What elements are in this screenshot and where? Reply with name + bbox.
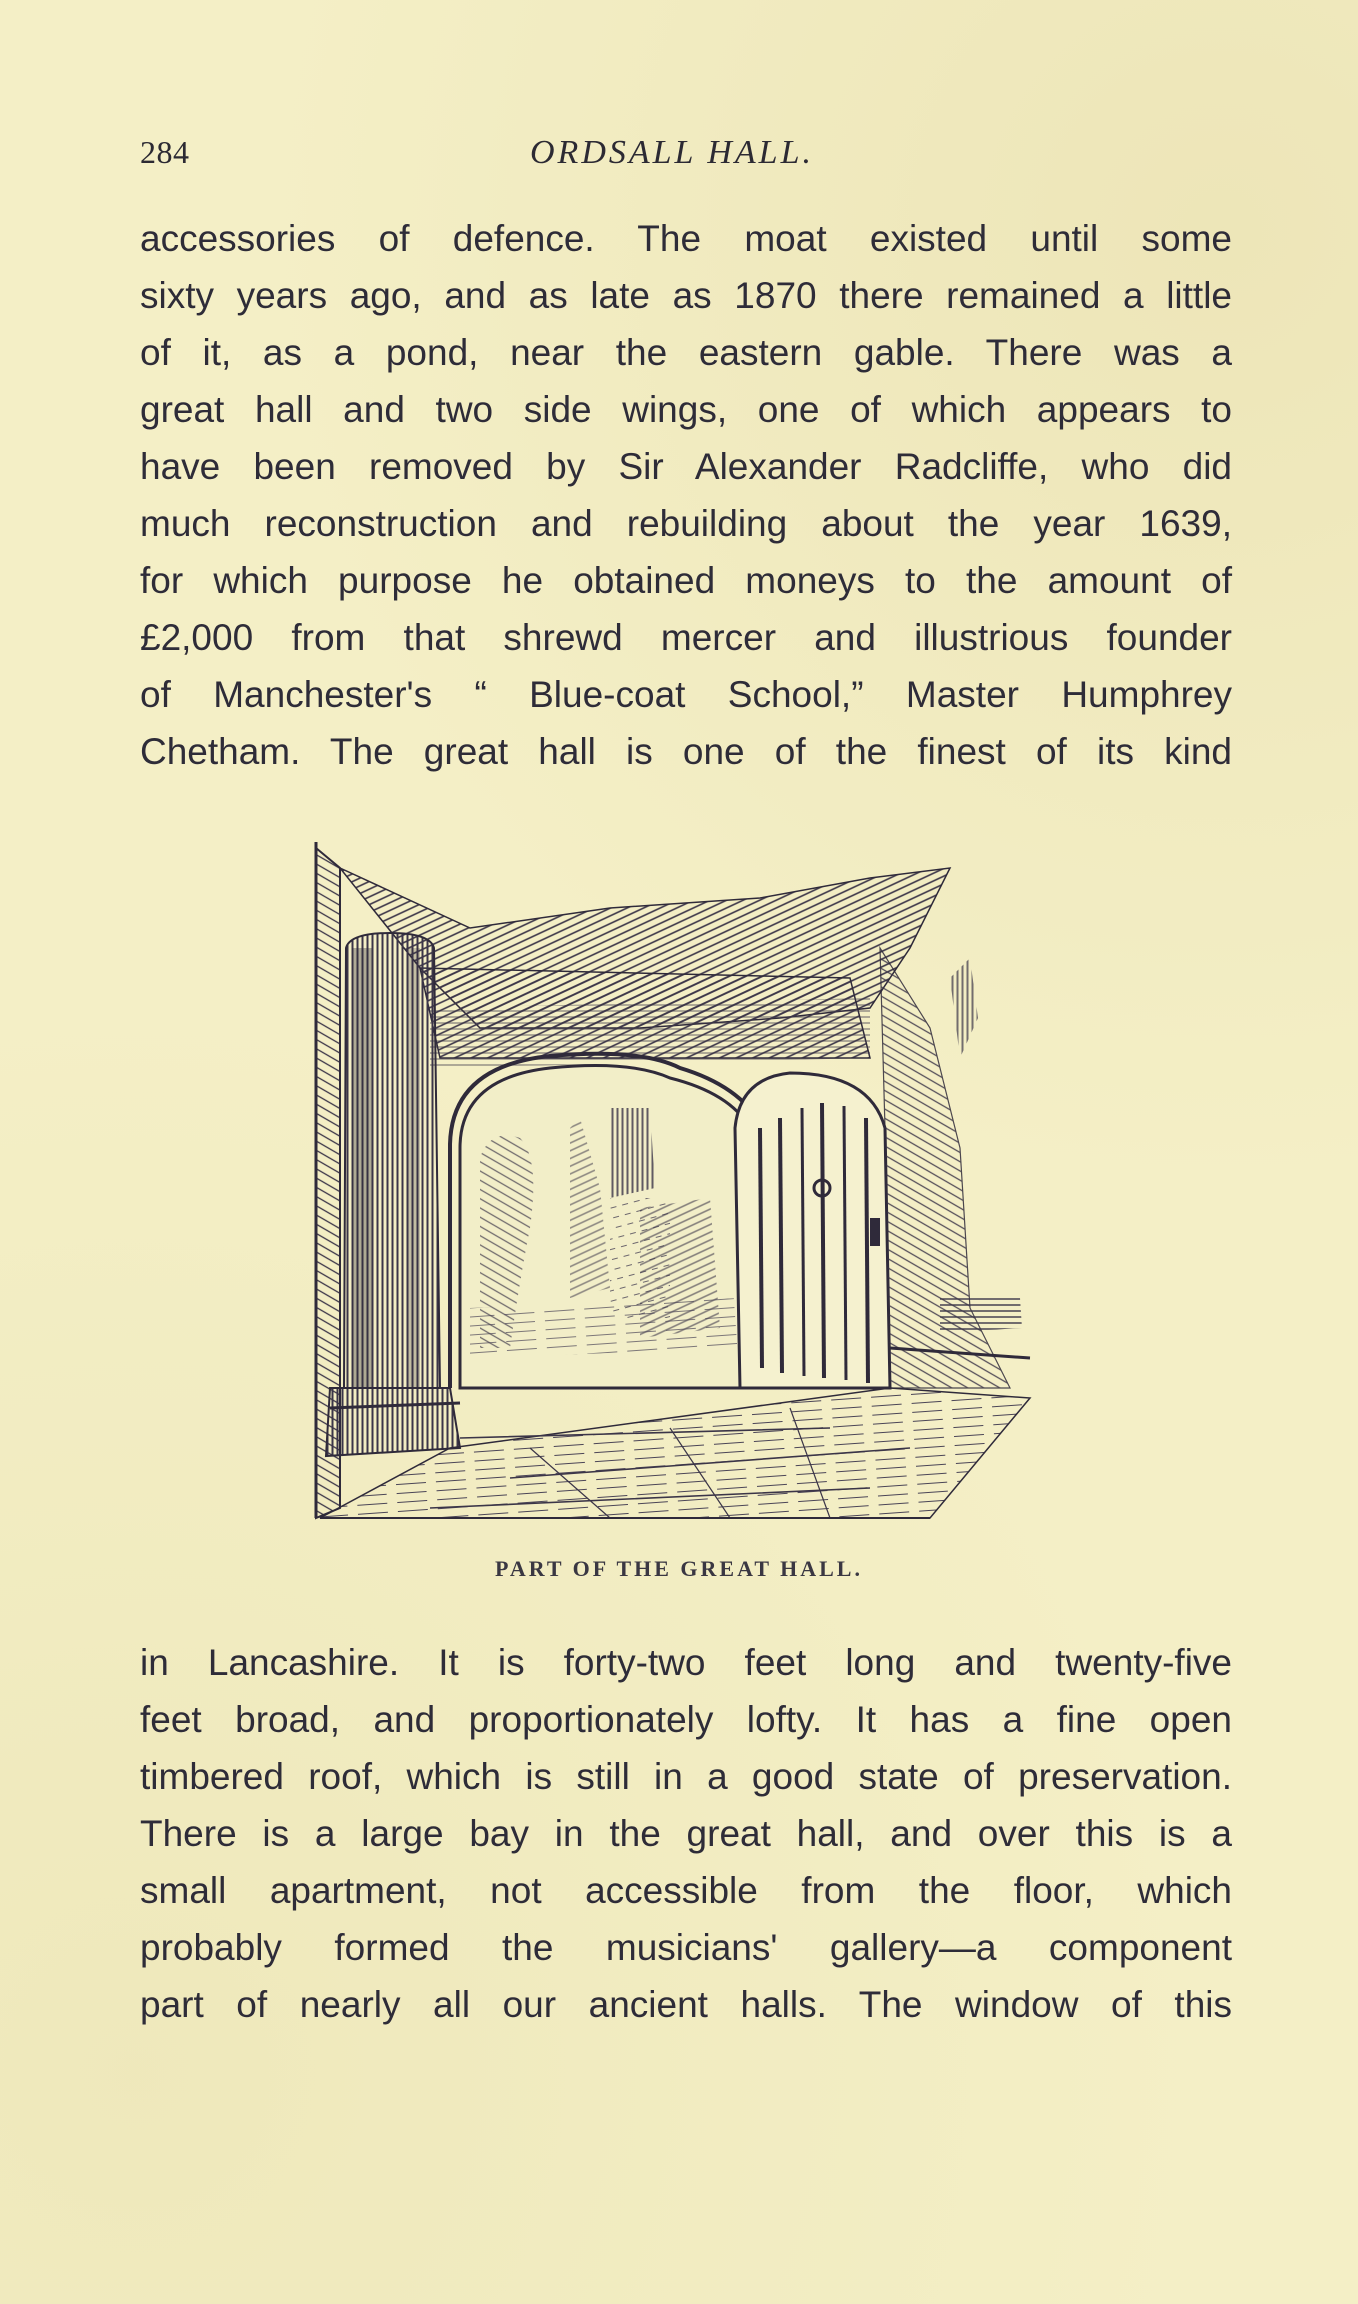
text-line: have been removed by Sir Alexander Radcliffe, who did <box>140 446 1232 487</box>
page-number: 284 <box>140 134 190 170</box>
body-text-bottom <box>140 1634 1232 2033</box>
text-line: for which purpose he obtained moneys to the amount of <box>140 560 1232 601</box>
text-line: of Manchester's “ Blue-coat School,” Master Humphrey <box>140 674 1232 715</box>
text-line: of it, as a pond, near the eastern gable. There was a <box>140 332 1232 373</box>
text-line: accessories of defence. The moat existed until some <box>140 218 1232 259</box>
page-header <box>140 134 1230 184</box>
text-line: £2,000 from that shrewd mercer and illustrious founder <box>140 617 1232 658</box>
text-line: sixty years ago, and as late as 1870 there remained a little <box>140 275 1232 316</box>
text-line: part of nearly all our ancient halls. The window of this <box>140 1984 1232 2025</box>
text-line: great hall and two side wings, one of which appears to <box>140 389 1232 430</box>
body-text-top <box>140 210 1232 780</box>
text-line: Chetham. The great hall is one of the finest of its kind <box>140 731 1232 772</box>
text-line: probably formed the musicians' gallery—a component <box>140 1927 1232 1968</box>
text-line: much reconstruction and rebuilding about the year 1639, <box>140 503 1232 544</box>
text-line: feet broad, and proportionately lofty. It has a fine open <box>140 1699 1232 1740</box>
figure-caption: PART OF THE GREAT HALL. <box>495 1556 863 1581</box>
text-line: timbered roof, which is still in a good state of preservation. <box>140 1756 1232 1797</box>
great-hall-illustration <box>310 828 1060 1528</box>
text-line: in Lancashire. It is forty-two feet long and twenty-five <box>140 1642 1232 1683</box>
text-line: There is a large bay in the great hall, and over this is a <box>140 1813 1232 1854</box>
text-line: small apartment, not accessible from the floor, which <box>140 1870 1232 1911</box>
running-head: ORDSALL HALL. <box>530 134 814 171</box>
